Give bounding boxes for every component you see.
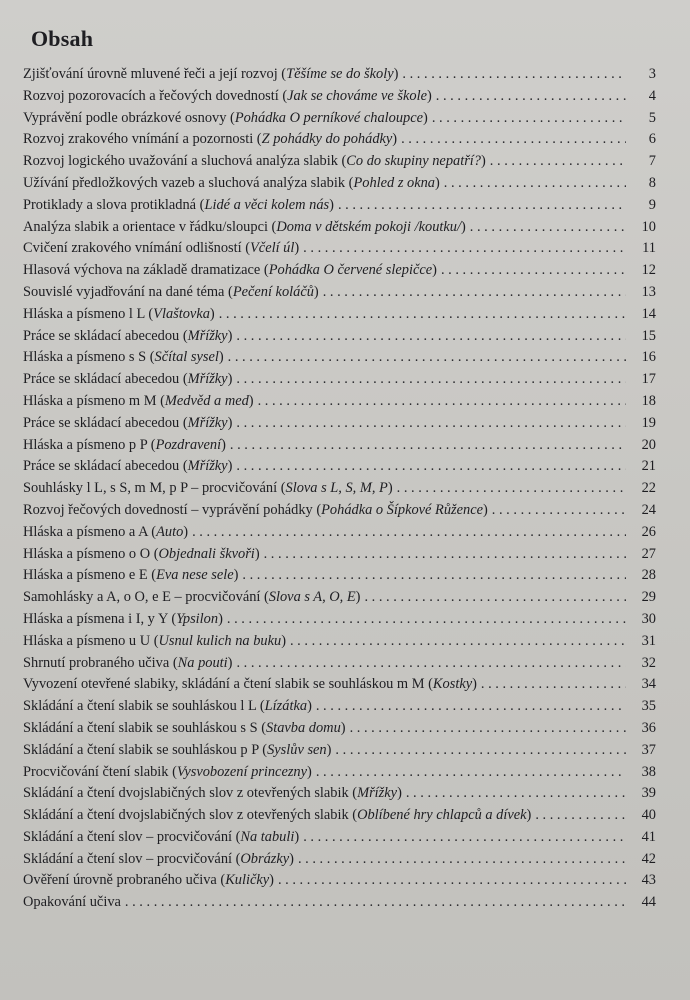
toc-entry-title: Hláska a písmeno s S (Sčítal sysel) <box>23 349 224 366</box>
page-number: 32 <box>641 654 656 671</box>
toc-entry <box>23 328 656 350</box>
toc-entry-subtitle: Mřížky <box>187 458 228 475</box>
page-number: 8 <box>648 174 656 191</box>
toc-entry-title: Cvičení zrakového vnímání odlišností (Včelí úl) <box>23 240 300 257</box>
toc-entry <box>23 284 656 306</box>
page-number: 24 <box>641 501 656 518</box>
toc-entry-title: Hláska a písmeno o O (Objednali škvoři) <box>23 545 260 562</box>
page-number: 6 <box>648 131 656 148</box>
toc-entry-title: Hláska a písmeno l L (Vlaštovka) <box>23 305 215 322</box>
toc-entry-subtitle: Těšíme se do školy <box>286 66 394 82</box>
dot-leader <box>236 655 626 672</box>
toc-entry-title: Souvislé vyjadřování na dané téma (Pečení koláčů) <box>23 283 319 300</box>
dot-leader <box>230 437 626 454</box>
toc-entry <box>23 611 656 633</box>
dot-leader <box>338 197 626 214</box>
dot-leader <box>350 720 626 737</box>
toc-entry <box>23 524 656 546</box>
toc-entry-title: Zjišťování úrovně mluvené řeči a její rozvoj (Těšíme se do školy) <box>23 66 399 82</box>
toc-entry-title: Skládání a čtení slabik se souhláskou p P (Syslův sen) <box>23 741 332 758</box>
toc-entry-subtitle: Objednali škvoři <box>158 545 255 562</box>
dot-leader <box>236 328 626 345</box>
dot-leader <box>278 872 626 889</box>
toc-entry-title: Souhlásky l L, s S, m M, p P – procvičování (Slova s L, S, M, P) <box>23 480 393 497</box>
toc-entry <box>23 785 656 807</box>
toc-entry-title: Analýza slabik a orientace v řádku/sloupci (Doma v dětském pokoji /koutku/) <box>23 218 466 235</box>
toc-entry-title: Práce se skládací abecedou (Mřížky) <box>23 458 233 475</box>
dot-leader <box>192 524 626 541</box>
dot-leader <box>227 611 626 628</box>
toc-entry-title: Opakování učiva <box>23 894 121 911</box>
page-number: 28 <box>641 567 656 584</box>
page-title: Obsah <box>31 26 94 51</box>
page-number: 14 <box>641 305 656 322</box>
toc-entry <box>23 655 656 677</box>
toc-entry-title: Procvičování čtení slabik (Vysvobození princezny) <box>23 763 312 780</box>
toc-entry <box>23 219 656 241</box>
toc-entry-subtitle: Mřížky <box>357 785 398 802</box>
toc-entry-subtitle: Jak se chováme ve škole <box>287 87 427 104</box>
toc-entry <box>23 197 656 219</box>
dot-leader <box>219 306 626 323</box>
toc-entry-subtitle: Mřížky <box>187 327 228 344</box>
table-of-contents <box>23 66 656 916</box>
dot-leader <box>316 764 626 781</box>
toc-entry <box>23 175 656 197</box>
dot-leader <box>236 371 626 388</box>
page-number: 41 <box>641 828 656 845</box>
page-number: 21 <box>641 458 656 475</box>
toc-entry-subtitle: Pohádka O perníkové chaloupce <box>234 109 424 126</box>
toc-entry <box>23 262 656 284</box>
toc-entry <box>23 131 656 153</box>
toc-entry-subtitle: Medvěd a med <box>164 392 249 409</box>
toc-entry <box>23 676 656 698</box>
page-number: 3 <box>648 66 656 82</box>
toc-entry <box>23 633 656 655</box>
dot-leader <box>444 175 626 192</box>
toc-entry <box>23 567 656 589</box>
toc-entry <box>23 698 656 720</box>
toc-entry-subtitle: Slova s A, O, E <box>268 589 356 606</box>
toc-entry-subtitle: Auto <box>156 523 184 540</box>
dot-leader <box>470 219 626 236</box>
page-number: 38 <box>641 763 656 780</box>
page-number: 30 <box>641 610 656 627</box>
toc-entry <box>23 720 656 742</box>
toc-entry-title: Skládání a čtení slov – procvičování (Obrázky) <box>23 850 294 867</box>
toc-entry-title: Hláska a písmeno u U (Usnul kulich na buku) <box>23 632 286 649</box>
toc-entry <box>23 371 656 393</box>
toc-entry <box>23 851 656 873</box>
toc-entry-title: Shrnutí probraného učiva (Na pouti) <box>23 654 233 671</box>
dot-leader <box>436 88 626 105</box>
page-number: 26 <box>641 523 656 540</box>
toc-entry <box>23 393 656 415</box>
toc-entry-subtitle: Vlaštovka <box>153 305 210 322</box>
page-number: 39 <box>641 785 656 802</box>
dot-leader <box>364 589 626 606</box>
toc-entry-title: Samohlásky a A, o O, e E – procvičování (Slova s A, O, E) <box>23 589 361 606</box>
page-number: 43 <box>641 872 656 889</box>
toc-entry-subtitle: Slova s L, S, M, P <box>285 480 388 497</box>
dot-leader <box>481 676 626 693</box>
dot-leader <box>535 807 626 824</box>
toc-entry-subtitle: Mřížky <box>187 414 228 431</box>
toc-entry-title: Hláska a písmeno p P (Pozdravení) <box>23 436 226 453</box>
page-number: 9 <box>648 196 656 213</box>
toc-entry <box>23 415 656 437</box>
toc-entry-subtitle: Eva nese sele <box>156 567 234 584</box>
toc-entry-title: Užívání předložkových vazeb a sluchová analýza slabik (Pohled z okna) <box>23 174 440 191</box>
toc-entry <box>23 458 656 480</box>
toc-entry <box>23 88 656 110</box>
page-number: 22 <box>641 480 656 497</box>
toc-entry-title: Skládání a čtení slabik se souhláskou l L (Lízátka) <box>23 698 312 715</box>
toc-entry <box>23 349 656 371</box>
page-number: 19 <box>641 414 656 431</box>
toc-entry-title: Vyvození otevřené slabiky, skládání a čtení slabik se souhláskou m M (Kostky) <box>23 676 477 693</box>
toc-entry-title: Rozvoj zrakového vnímání a pozornosti (Z pohádky do pohádky) <box>23 131 398 148</box>
page-number: 34 <box>641 676 656 693</box>
toc-entry-subtitle: Doma v dětském pokoji /koutku/ <box>276 218 461 235</box>
toc-entry-title: Práce se skládací abecedou (Mřížky) <box>23 414 233 431</box>
page-number: 10 <box>641 218 656 235</box>
toc-entry-title: Hláska a písmeno m M (Medvěd a med) <box>23 392 254 409</box>
toc-entry-subtitle: Co do skupiny nepatří? <box>346 153 481 170</box>
toc-entry-title: Hláska a písmeno e E (Eva nese sele) <box>23 567 239 584</box>
dot-leader <box>406 785 626 802</box>
toc-entry-title: Hláska a písmena i I, y Y (Ypsilon) <box>23 610 223 627</box>
page-number: 20 <box>641 436 656 453</box>
toc-entry-title: Práce se skládací abecedou (Mřížky) <box>23 327 233 344</box>
toc-entry-subtitle: Na pouti <box>177 654 228 671</box>
dot-leader <box>290 633 626 650</box>
dot-leader <box>397 480 626 497</box>
dot-leader <box>236 415 626 432</box>
toc-entry <box>23 742 656 764</box>
toc-entry-subtitle: Na tabuli <box>240 828 295 845</box>
toc-entry-subtitle: Včelí úl <box>250 240 295 257</box>
toc-entry-subtitle: Z pohádky do pohádky <box>261 131 393 148</box>
page-number: 15 <box>641 327 656 344</box>
dot-leader <box>316 698 626 715</box>
toc-entry <box>23 437 656 459</box>
toc-entry <box>23 502 656 524</box>
toc-entry <box>23 306 656 328</box>
toc-entry-subtitle: Pozdravení <box>155 436 222 453</box>
toc-entry <box>23 872 656 894</box>
dot-leader <box>490 153 626 170</box>
toc-entry <box>23 153 656 175</box>
toc-entry-subtitle: Lidé a věci kolem nás <box>204 196 330 213</box>
dot-leader <box>432 110 626 127</box>
toc-entry-title: Hlasová výchova na základě dramatizace (Pohádka O červené slepičce) <box>23 262 437 279</box>
toc-entry-subtitle: Usnul kulich na buku <box>158 632 282 649</box>
page-number: 31 <box>641 632 656 649</box>
toc-entry-subtitle: Lízátka <box>264 698 308 715</box>
toc-entry-title: Práce se skládací abecedou (Mřížky) <box>23 371 233 388</box>
toc-entry-subtitle: Kostky <box>432 676 473 693</box>
dot-leader <box>303 240 626 257</box>
page-number: 29 <box>641 589 656 606</box>
toc-entry-title: Skládání a čtení slabik se souhláskou s S (Stavba domu) <box>23 719 346 736</box>
toc-entry-title: Hláska a písmeno a A (Auto) <box>23 523 189 540</box>
toc-entry-title: Skládání a čtení dvojslabičných slov z otevřených slabik (Mřížky) <box>23 785 402 802</box>
toc-entry <box>23 589 656 611</box>
page-number: 16 <box>641 349 656 366</box>
toc-entry-subtitle: Sčítal sysel <box>154 349 219 366</box>
toc-entry-title: Vyprávění podle obrázkové osnovy (Pohádka O perníkové chaloupce) <box>23 109 428 126</box>
toc-entry-title: Ověření úrovně probraného učiva (Kuličky) <box>23 872 274 889</box>
page-number: 36 <box>641 719 656 736</box>
toc-entry-subtitle: Obrázky <box>240 850 290 867</box>
page-number: 17 <box>641 371 656 388</box>
dot-leader <box>258 393 626 410</box>
page-number: 4 <box>648 87 656 104</box>
dot-leader <box>401 131 626 148</box>
page-number: 42 <box>641 850 656 867</box>
toc-entry-title: Rozvoj logického uvažování a sluchová analýza slabik (Co do skupiny nepatří?) <box>23 153 486 170</box>
page-number: 12 <box>641 262 656 279</box>
page-number: 5 <box>648 109 656 126</box>
page-number: 40 <box>641 807 656 824</box>
dot-leader <box>298 851 626 868</box>
toc-entry-subtitle: Vysvobození princezny <box>176 763 308 780</box>
page-number: 44 <box>641 894 656 911</box>
toc-entry-title: Rozvoj řečových dovedností – vyprávění pohádky (Pohádka o Šípkové Růžence) <box>23 501 488 518</box>
page-number: 13 <box>641 283 656 300</box>
page-number: 18 <box>641 392 656 409</box>
toc-entry <box>23 240 656 262</box>
toc-entry-subtitle: Oblíbené hry chlapců a dívek <box>357 807 527 824</box>
dot-leader <box>492 502 626 519</box>
dot-leader <box>402 66 626 83</box>
toc-entry <box>23 764 656 786</box>
dot-leader <box>303 829 626 846</box>
toc-entry <box>23 66 656 88</box>
toc-entry <box>23 807 656 829</box>
dot-leader <box>228 349 626 366</box>
dot-leader <box>441 262 626 279</box>
toc-entry-subtitle: Ypsilon <box>176 610 219 627</box>
page-number: 7 <box>648 153 656 170</box>
toc-entry <box>23 546 656 568</box>
toc-entry <box>23 480 656 502</box>
toc-entry-subtitle: Mřížky <box>187 371 228 388</box>
toc-entry-subtitle: Stavba domu <box>266 719 341 736</box>
page-number: 37 <box>641 741 656 758</box>
toc-entry <box>23 894 656 916</box>
toc-entry <box>23 110 656 132</box>
dot-leader <box>335 742 626 759</box>
dot-leader <box>125 894 626 911</box>
page-number: 27 <box>641 545 656 562</box>
dot-leader <box>323 284 626 301</box>
toc-entry-title: Protiklady a slova protikladná (Lidé a věci kolem nás) <box>23 196 334 213</box>
toc-entry-title: Rozvoj pozorovacích a řečových dovedností (Jak se chováme ve škole) <box>23 87 432 104</box>
page-number: 11 <box>642 240 656 257</box>
dot-leader <box>236 458 626 475</box>
toc-entry-subtitle: Pohádka o Šípkové Růžence <box>321 501 483 518</box>
dot-leader <box>242 567 626 584</box>
dot-leader <box>264 546 626 563</box>
toc-entry-subtitle: Syslův sen <box>267 741 327 758</box>
toc-entry-subtitle: Kuličky <box>225 872 270 889</box>
toc-entry-subtitle: Pečení koláčů <box>232 283 314 300</box>
toc-entry-title: Skládání a čtení dvojslabičných slov z otevřených slabik (Oblíbené hry chlapců a dívek) <box>23 807 532 824</box>
toc-entry <box>23 829 656 851</box>
toc-entry-subtitle: Pohled z okna <box>353 174 435 191</box>
page-number: 35 <box>641 698 656 715</box>
toc-entry-title: Skládání a čtení slov – procvičování (Na tabuli) <box>23 828 300 845</box>
toc-entry-subtitle: Pohádka O červené slepičce <box>268 262 433 279</box>
